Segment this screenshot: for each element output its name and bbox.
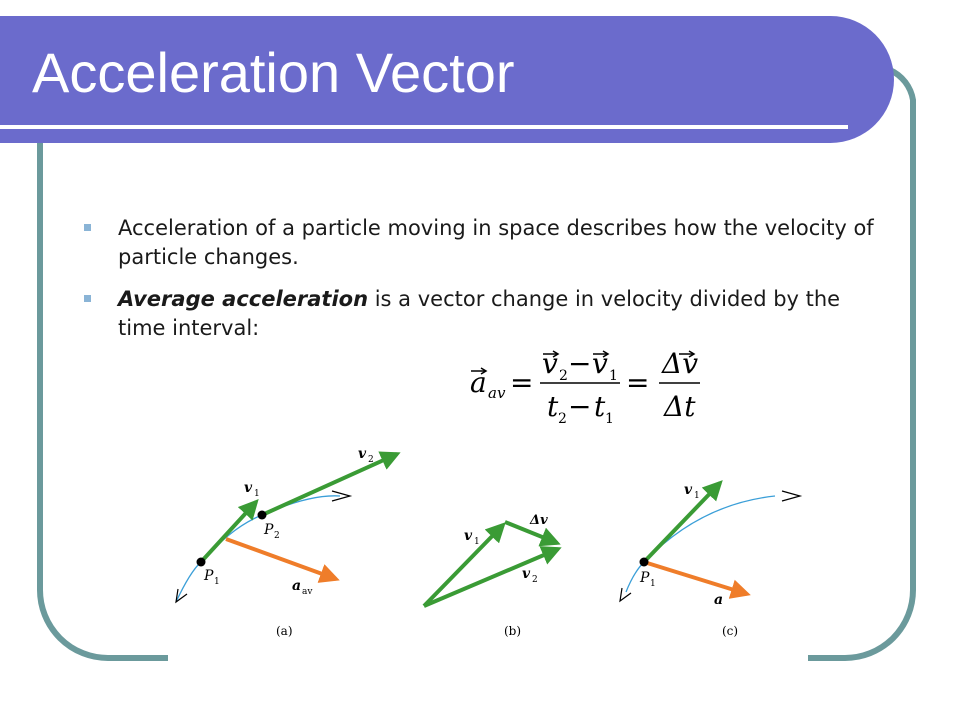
label-v1-sub: 1 (254, 489, 260, 499)
label-p1-c-sub: 1 (650, 579, 656, 589)
lhs-a-av (470, 366, 506, 402)
den-t2: t (547, 390, 559, 423)
bullet-text: is a vector change in velocity divided by the time interval: (118, 287, 841, 340)
num-v1: v (592, 347, 608, 380)
bullet-text: Acceleration of a particle moving in space describes how the velocity of particle changes. (118, 216, 874, 269)
panel-b (424, 513, 558, 638)
den-t1: t (594, 390, 606, 423)
bullet-item (84, 214, 874, 272)
caption-b: (b) (504, 624, 522, 638)
den-minus: − (568, 390, 592, 423)
label-v2-b: v (522, 566, 531, 582)
fraction-delta-v-over-delta-t (659, 347, 700, 423)
acceleration-vector-figure (160, 432, 820, 648)
formula-lhs-sub: av (488, 384, 506, 402)
panel-c (620, 482, 800, 638)
label-v1-b: v (464, 528, 473, 544)
vector-a-c (644, 562, 747, 594)
vector-v1-a (201, 502, 256, 562)
label-delta-v: Δv (530, 513, 548, 528)
vector-v1-c (644, 483, 720, 562)
fraction-velocity-over-time (540, 347, 620, 427)
formula-lhs: a (470, 366, 487, 399)
bullet-list (84, 214, 874, 356)
point-p1 (197, 558, 206, 567)
label-v2: v (358, 446, 367, 462)
path-start-arrow-icon (620, 588, 631, 601)
delta-v: Δv (662, 347, 699, 380)
label-p1-c: P (640, 570, 650, 586)
vector-v2-a (262, 454, 397, 515)
label-p2: P (264, 522, 274, 538)
num-v2: v (542, 347, 558, 380)
den-t1-sub: 1 (605, 411, 614, 427)
label-v1-c-sub: 1 (694, 491, 700, 501)
equals-sign: = (626, 366, 650, 399)
caption-a: (a) (276, 624, 293, 638)
equals-sign: = (510, 366, 534, 399)
bullet-item (84, 285, 874, 343)
num-v1-sub: 1 (609, 368, 618, 384)
label-p1-sub: 1 (214, 577, 220, 587)
label-a-av-sub: av (302, 587, 313, 597)
bullet-emphasis: Average acceleration (118, 287, 369, 311)
slide-title: Acceleration Vector (32, 41, 515, 104)
vector-a-av (226, 539, 336, 579)
label-v2-sub: 2 (368, 455, 374, 465)
label-a-c: a (714, 592, 724, 608)
vector-v2-b (424, 549, 558, 606)
path-direction-arrow-icon (782, 491, 800, 501)
average-acceleration-formula (460, 340, 710, 430)
point-p1-c (640, 558, 649, 567)
label-v1: v (244, 480, 253, 496)
panel-a (176, 446, 397, 638)
square-bullet-icon (84, 295, 91, 302)
caption-c: (c) (722, 624, 739, 638)
label-p1: P (204, 568, 214, 584)
label-v1-b-sub: 1 (474, 537, 480, 547)
num-v2-sub: 2 (559, 368, 568, 384)
point-p2 (258, 511, 267, 520)
num-minus: − (568, 347, 592, 380)
label-v1-c: v (684, 482, 693, 498)
den-t2-sub: 2 (558, 411, 567, 427)
label-p2-sub: 2 (274, 531, 280, 541)
label-v2-b-sub: 2 (532, 575, 538, 585)
square-bullet-icon (84, 224, 91, 231)
label-a-av: a (292, 578, 302, 594)
delta-t: Δt (664, 390, 696, 423)
title-underline (0, 125, 848, 129)
